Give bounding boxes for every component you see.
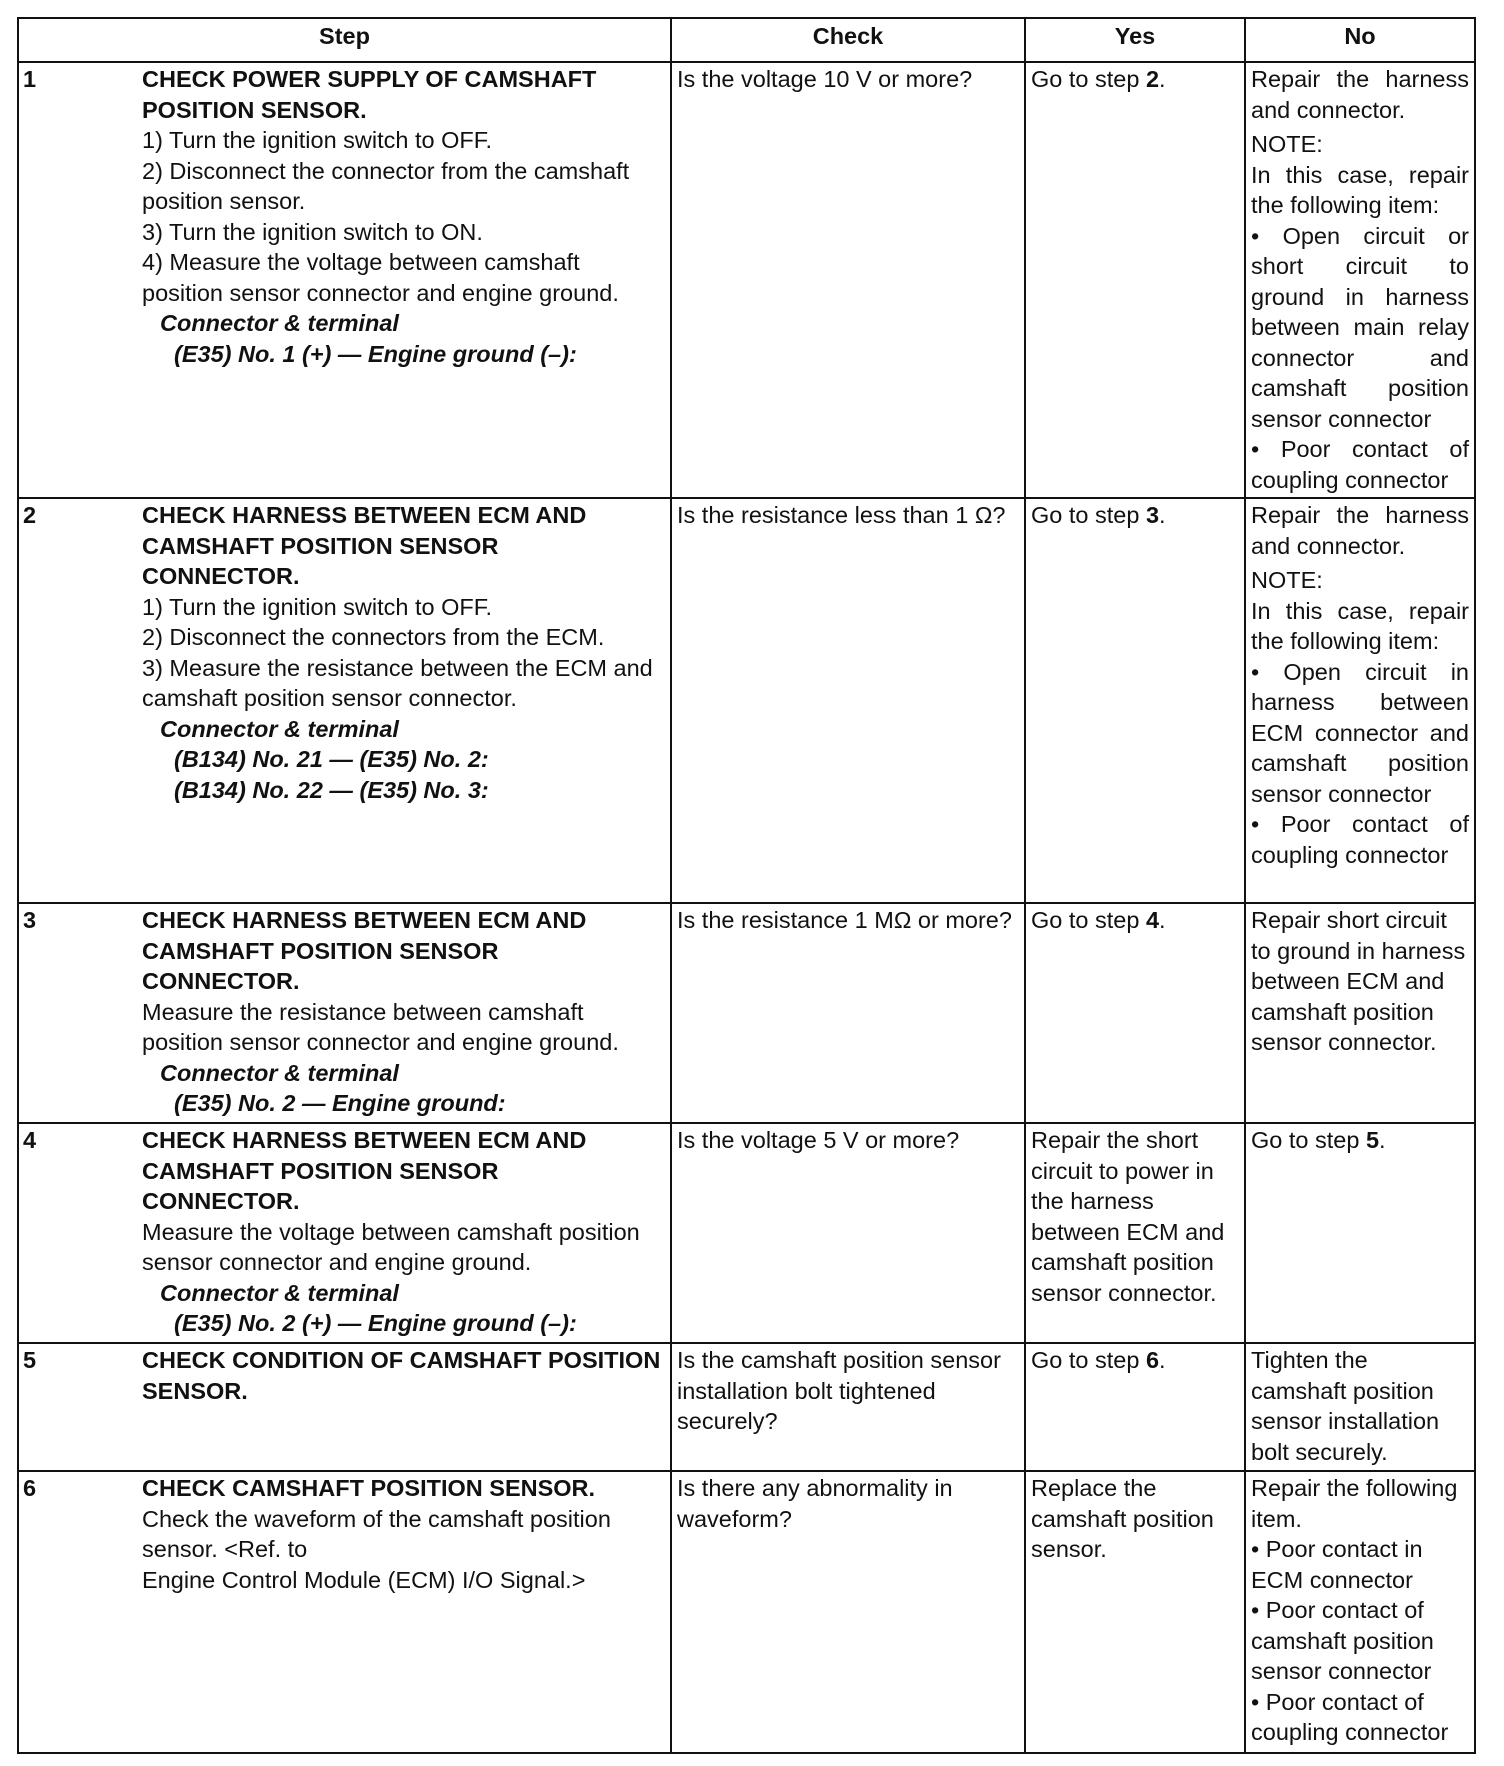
no-cell bbox=[1245, 1343, 1475, 1471]
note-label: NOTE: bbox=[1251, 131, 1323, 157]
step-number: 5 bbox=[23, 1347, 37, 1373]
no-main: Repair short circuit to ground in harness between ECM and camshaft position sensor connector. bbox=[1251, 907, 1466, 1055]
step-number: 3 bbox=[23, 907, 37, 933]
yes-cell: Repair the short circuit to power in the harness between ECM and camshaft position sensor connector. bbox=[1025, 1123, 1245, 1343]
yes-suffix: . bbox=[1159, 907, 1166, 933]
note-label: NOTE: bbox=[1251, 567, 1323, 593]
step-instruction: 1) Turn the ignition switch to OFF. bbox=[142, 127, 493, 153]
note-text: In this case, repair the following item: bbox=[1251, 161, 1469, 218]
yes-cell bbox=[1025, 1343, 1245, 1471]
step-instruction: 1) Turn the ignition switch to OFF. bbox=[142, 593, 493, 620]
no-item: • Poor contact of coupling connector bbox=[1251, 436, 1469, 493]
yes-suffix: . bbox=[1159, 1347, 1166, 1373]
step-cell bbox=[18, 1471, 671, 1753]
check-cell: Is the resistance less than 1 Ω? bbox=[671, 498, 1025, 903]
yes-suffix: . bbox=[1159, 502, 1166, 528]
no-item: • Poor contact of camshaft position sensor connector bbox=[1251, 1597, 1434, 1684]
check-cell: Is the camshaft position sensor installation bolt tightened securely? bbox=[671, 1343, 1025, 1471]
no-step-number: 5 bbox=[1365, 1127, 1380, 1153]
connector-terminal: (E35) No. 2 (+) — Engine ground (–): bbox=[174, 1310, 577, 1336]
no-item: • Poor contact of coupling connector bbox=[1251, 811, 1469, 868]
no-cell bbox=[1245, 903, 1475, 1123]
step-cell bbox=[18, 62, 671, 498]
step-instruction: Measure the resistance between camshaft position sensor connector and engine ground. bbox=[142, 998, 619, 1055]
no-cell bbox=[1245, 1123, 1475, 1343]
step-title: CHECK CAMSHAFT POSITION SENSOR. bbox=[142, 1475, 596, 1501]
connector-terminal: (E35) No. 2 — Engine ground: bbox=[174, 1090, 506, 1116]
connector-label: Connector & terminal bbox=[160, 1279, 399, 1306]
yes-prefix: Go to step bbox=[1031, 502, 1146, 528]
check-cell: Is the voltage 5 V or more? bbox=[671, 1123, 1025, 1343]
yes-step-number: 6 bbox=[1145, 1347, 1160, 1373]
connector-label: Connector & terminal bbox=[160, 715, 399, 742]
step-number: 2 bbox=[23, 502, 37, 528]
step-instruction: 2) Disconnect the connector from the camshaft position sensor. bbox=[142, 157, 630, 214]
yes-step-number: 4 bbox=[1145, 907, 1160, 933]
no-cell bbox=[1245, 1471, 1475, 1753]
step-instruction: 4) Measure the voltage between camshaft position sensor connector and engine ground. bbox=[142, 249, 619, 306]
connector-label: Connector & terminal bbox=[160, 1059, 399, 1086]
step-instruction: Measure the voltage between camshaft position sensor connector and engine ground. bbox=[142, 1218, 640, 1275]
no-item: • Poor contact of coupling connector bbox=[1251, 1688, 1449, 1745]
step-title: CHECK CONDITION OF CAMSHAFT POSITION SENSOR. bbox=[142, 1347, 661, 1404]
step-instruction: 2) Disconnect the connectors from the ECM. bbox=[142, 624, 605, 650]
table-row bbox=[18, 903, 1475, 1123]
note-text: In this case, repair the following item: bbox=[1251, 597, 1469, 654]
no-main: Repair the harness and connector. bbox=[1251, 502, 1469, 559]
header-check: Check bbox=[671, 18, 1025, 62]
table-row bbox=[18, 1343, 1475, 1471]
yes-cell bbox=[1025, 903, 1245, 1123]
yes-prefix: Go to step bbox=[1031, 1347, 1146, 1373]
yes-cell: Replace the camshaft position sensor. bbox=[1025, 1471, 1245, 1753]
no-item: • Open circuit or short circuit to ground in harness between main relay connector and camshaft position sensor connector bbox=[1251, 222, 1469, 432]
step-instruction: 3) Turn the ignition switch to ON. bbox=[142, 218, 483, 245]
step-cell bbox=[18, 1343, 671, 1471]
diagnostic-table bbox=[17, 17, 1476, 1754]
connector-label: Connector & terminal bbox=[160, 310, 399, 336]
no-main: Repair the following item. bbox=[1251, 1475, 1458, 1532]
yes-cell bbox=[1025, 62, 1245, 498]
header-step: Step bbox=[18, 18, 671, 62]
no-main: Tighten the camshaft position sensor installation bolt securely. bbox=[1251, 1347, 1440, 1465]
header-yes: Yes bbox=[1025, 18, 1245, 62]
connector-terminal: (B134) No. 21 — (E35) No. 2: bbox=[174, 746, 489, 772]
no-main: Repair the harness and connector. bbox=[1251, 66, 1469, 123]
no-cell bbox=[1245, 62, 1475, 498]
step-number: 6 bbox=[23, 1475, 37, 1501]
step-instruction: 3) Measure the resistance between the ECM and camshaft position sensor connector. bbox=[142, 654, 653, 711]
step-cell bbox=[18, 1123, 671, 1343]
yes-step-number: 2 bbox=[1145, 66, 1160, 92]
step-instruction: Engine Control Module (ECM) I/O Signal.> bbox=[142, 1566, 586, 1593]
step-cell bbox=[18, 498, 671, 903]
no-cell bbox=[1245, 498, 1475, 903]
no-prefix: Go to step bbox=[1251, 1127, 1366, 1153]
table-row bbox=[18, 62, 1475, 498]
no-item: • Poor contact in ECM connector bbox=[1251, 1536, 1423, 1593]
header-row bbox=[18, 18, 1475, 62]
yes-prefix: Go to step bbox=[1031, 907, 1146, 933]
check-cell: Is there any abnormality in waveform? bbox=[671, 1471, 1025, 1753]
connector-terminal: (E35) No. 1 (+) — Engine ground (–): bbox=[174, 340, 577, 367]
check-cell: Is the resistance 1 MΩ or more? bbox=[671, 903, 1025, 1123]
step-number: 1 bbox=[23, 66, 37, 92]
yes-prefix: Go to step bbox=[1031, 66, 1146, 92]
connector-terminal: (B134) No. 22 — (E35) No. 3: bbox=[174, 776, 489, 803]
yes-step-number: 3 bbox=[1145, 502, 1160, 528]
yes-cell bbox=[1025, 498, 1245, 903]
step-title: CHECK POWER SUPPLY OF CAMSHAFT POSITION SENSOR. bbox=[142, 66, 597, 123]
step-number: 4 bbox=[23, 1127, 37, 1153]
no-suffix: . bbox=[1379, 1127, 1386, 1153]
step-title: CHECK HARNESS BETWEEN ECM AND CAMSHAFT POSITION SENSOR CONNECTOR. bbox=[142, 502, 587, 589]
step-cell bbox=[18, 903, 671, 1123]
table-row bbox=[18, 1123, 1475, 1343]
check-cell: Is the voltage 10 V or more? bbox=[671, 62, 1025, 498]
header-no: No bbox=[1245, 18, 1475, 62]
step-title: CHECK HARNESS BETWEEN ECM AND CAMSHAFT POSITION SENSOR CONNECTOR. bbox=[142, 1127, 587, 1214]
table-row bbox=[18, 498, 1475, 903]
step-title: CHECK HARNESS BETWEEN ECM AND CAMSHAFT POSITION SENSOR CONNECTOR. bbox=[142, 907, 587, 994]
table-row bbox=[18, 1471, 1475, 1753]
no-item: • Open circuit in harness between ECM connector and camshaft position sensor connector bbox=[1251, 658, 1469, 807]
step-instruction: Check the waveform of the camshaft position sensor. <Ref. to bbox=[142, 1505, 611, 1562]
yes-suffix: . bbox=[1159, 66, 1166, 92]
